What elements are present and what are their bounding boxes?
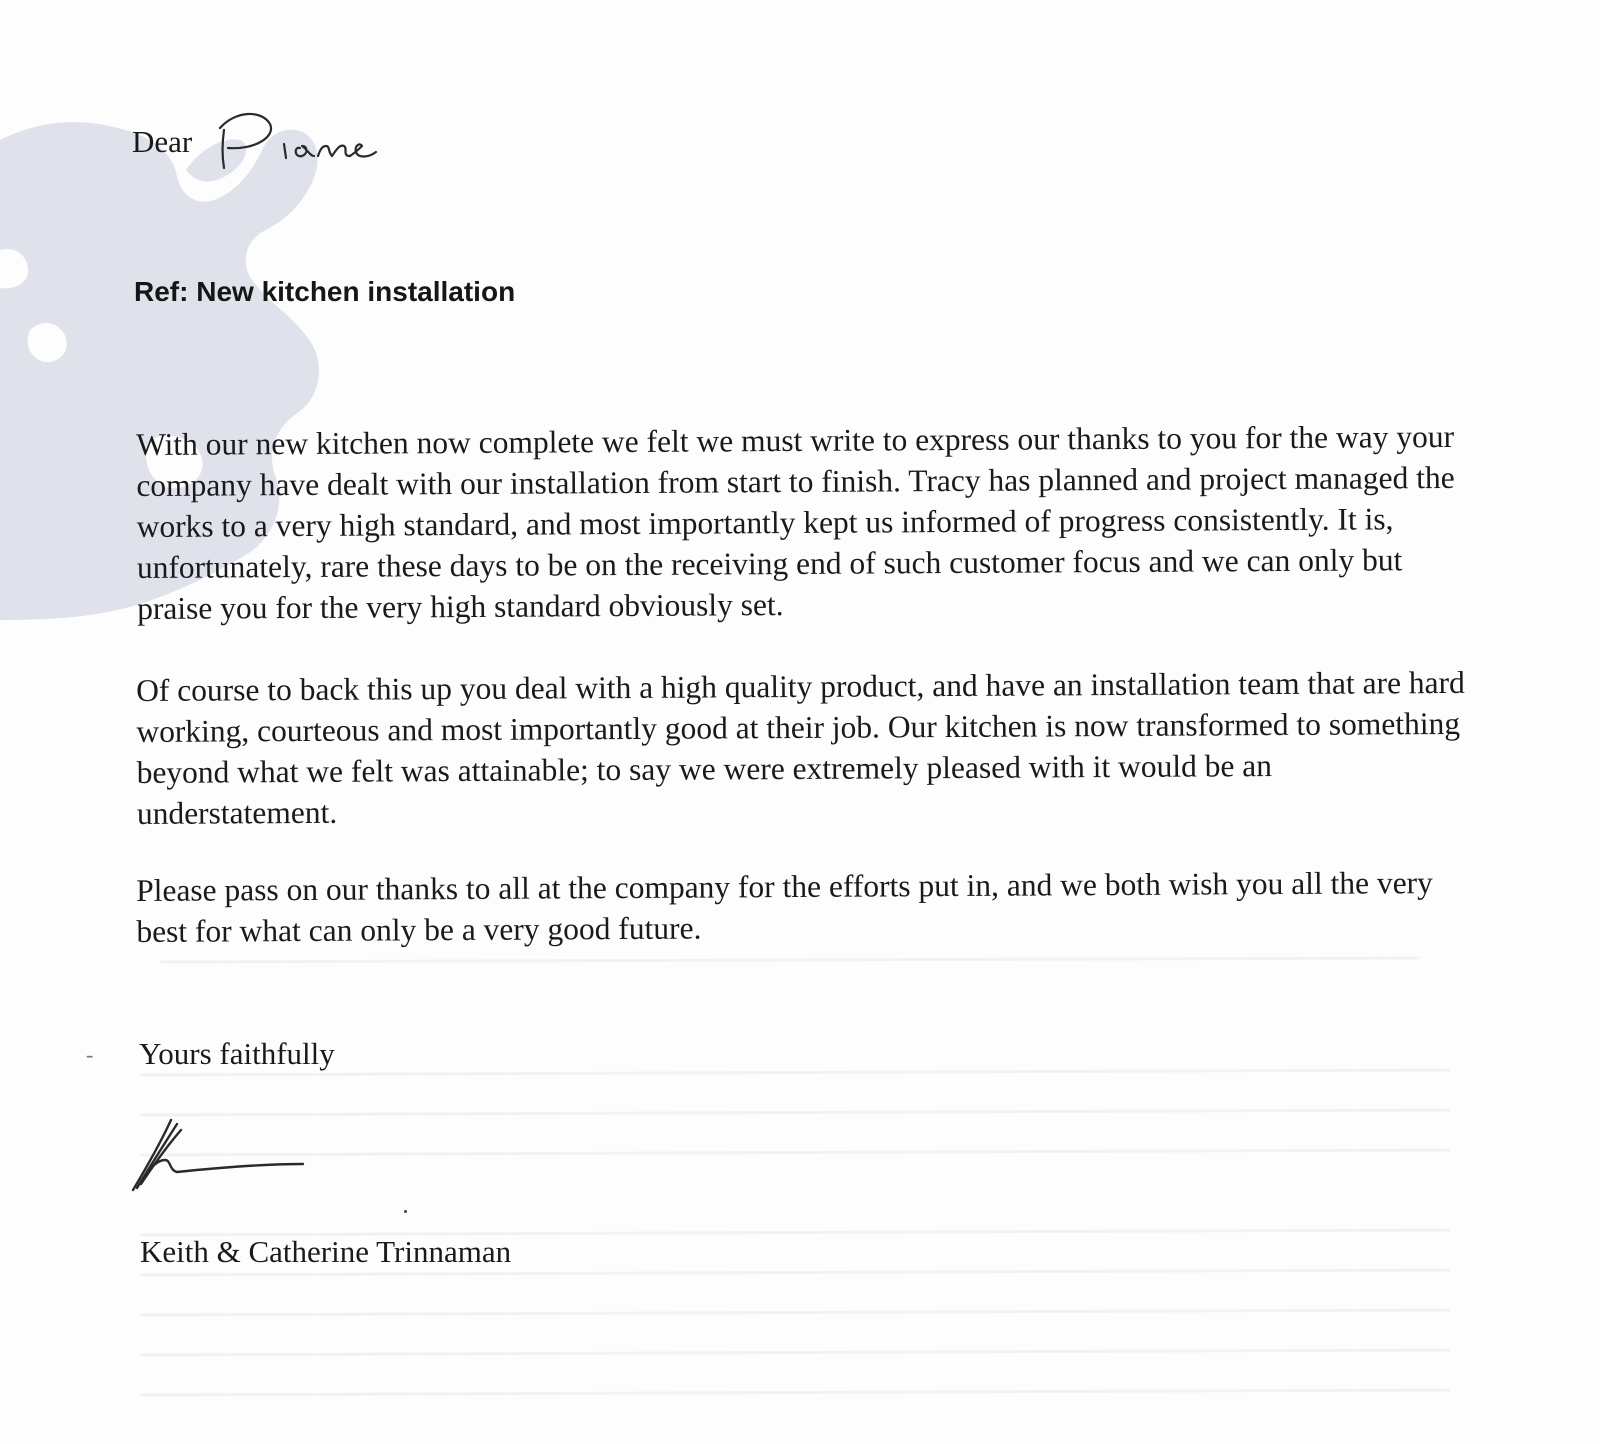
handwritten-name-text: Diane [210, 178, 213, 179]
body-paragraph-2: Of course to back this up you deal with a high quality product, and have an installation team that are hard working, courteous and most importantly good at their job. Our kitchen is now transformed to something beyond what we felt was attainable; to say we were extremely pleased with it would be an understatement. [136, 664, 1465, 831]
signatory-names: Keith & Catherine Trinnaman [140, 1234, 512, 1269]
handwritten-addressee-name [210, 100, 410, 180]
signature-icon [125, 1110, 325, 1200]
body-paragraph-1: With our new kitchen now complete we felt we must write to express our thanks to you for the way your company have dealt with our installation from start to finish. Tracy has planned and project managed the works to a very high standard, and most importantly kept us informed of progress consistently. It is, unfortunately, rare these days to be on the receiving end of such customer focus and we can only but praise you for the very high standard obviously set. [136, 418, 1455, 626]
greeting: Dear [132, 124, 193, 159]
stray-dot [404, 1210, 407, 1213]
closing-line: Yours faithfully [139, 1036, 335, 1071]
body-paragraph-3: Please pass on our thanks to all at the company for the efforts put in, and we both wish you all the very best for what can only be a very good future. [136, 865, 1433, 949]
margin-dash-mark: - [86, 1042, 94, 1067]
reference-line: Ref: New kitchen installation [134, 276, 516, 307]
